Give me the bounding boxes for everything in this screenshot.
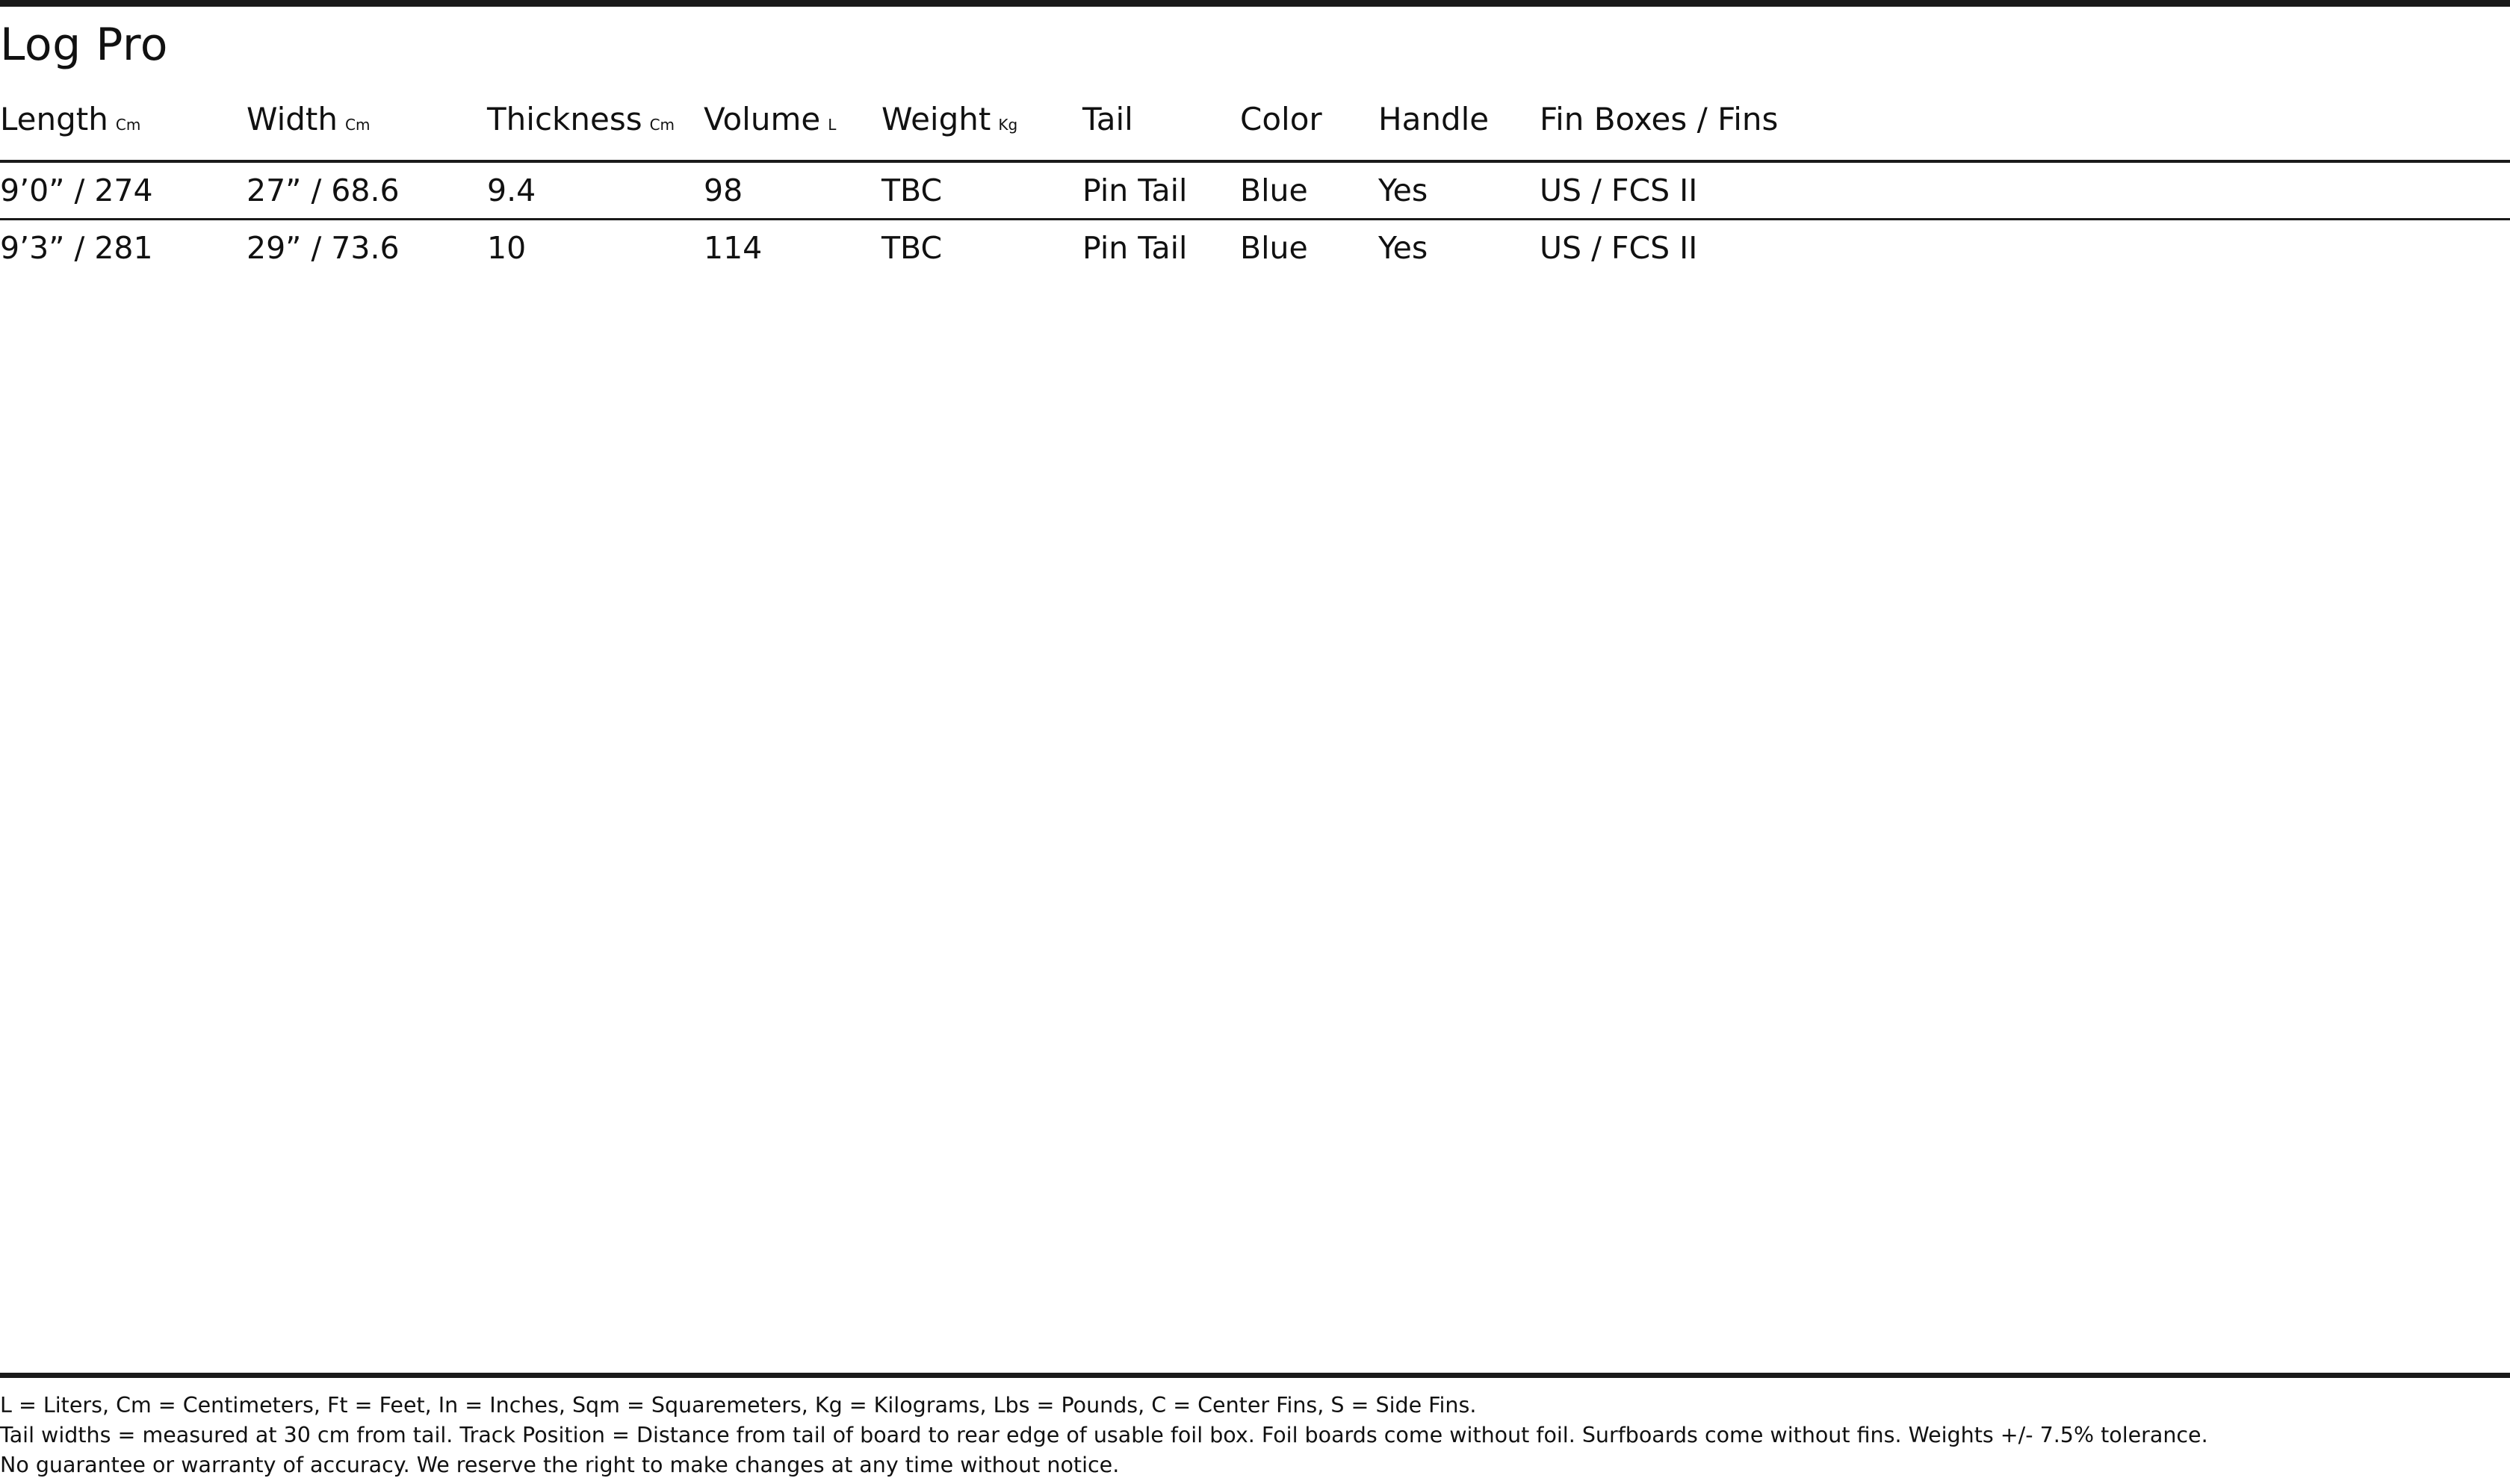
page-title: Log Pro (0, 19, 168, 71)
cell-length: 9’3” / 281 (0, 230, 153, 266)
column-header-handle: Handle (1378, 96, 1540, 161)
column-header-tail: Tail (1082, 96, 1240, 161)
column-header-length: Length Cm (0, 96, 247, 161)
column-header-thickness: Thickness Cm (487, 96, 704, 161)
column-header-weight: Weight Kg (881, 96, 1082, 161)
column-header-volume: Volume L (704, 96, 881, 161)
unit-label: L (828, 116, 837, 134)
table-row (0, 220, 2510, 276)
footnote-measurements: Tail widths = measured at 30 cm from tail. Track Position = Distance from tail of board to rear edge of usable foil box. Foil boards come without foil. Surfboards come without fins. Weights +/- 7.5% tolerance. (0, 1423, 2208, 1447)
table-row (0, 161, 2510, 220)
unit-label: Cm (345, 116, 371, 134)
cell-color: Blue (1240, 230, 1308, 266)
cell-width: 27” / 68.6 (247, 161, 487, 220)
top-divider (0, 0, 2510, 7)
cell-volume: 114 (704, 230, 763, 266)
table-header-row (0, 96, 2510, 161)
column-header-color: Color (1240, 96, 1378, 161)
cell-color: Blue (1240, 161, 1378, 220)
cell-length: 9’0” / 274 (0, 161, 247, 220)
cell-handle: Yes (1378, 230, 1428, 266)
column-header-fin-boxes: Fin Boxes / Fins (1540, 96, 2510, 161)
unit-label: Cm (115, 116, 141, 134)
cell-volume: 98 (704, 161, 881, 220)
unit-label: Cm (649, 116, 675, 134)
cell-thickness: 10 (487, 230, 527, 266)
column-header-width: Width Cm (247, 96, 487, 161)
specs-table (0, 96, 2510, 276)
cell-handle: Yes (1378, 161, 1540, 220)
footnotes (0, 1391, 2510, 1480)
cell-thickness: 9.4 (487, 161, 704, 220)
footnote-abbreviations: L = Liters, Cm = Centimeters, Ft = Feet, In = Inches, Sqm = Squaremeters, Kg = Kilograms, Lbs = Pounds, C = Center Fins, S = Side Fins. (0, 1393, 1477, 1418)
cell-weight: TBC (881, 230, 943, 266)
footer-divider (0, 1373, 2510, 1378)
cell-fin-boxes: US / FCS II (1540, 230, 1698, 266)
cell-width: 29” / 73.6 (247, 230, 400, 266)
cell-fin-boxes: US / FCS II (1540, 161, 2510, 220)
cell-tail: Pin Tail (1082, 230, 1188, 266)
footnote-disclaimer: No guarantee or warranty of accuracy. We reserve the right to make changes at any time without notice. (0, 1453, 1120, 1477)
cell-weight: TBC (881, 161, 1082, 220)
unit-label: Kg (998, 116, 1018, 134)
cell-tail: Pin Tail (1082, 161, 1240, 220)
